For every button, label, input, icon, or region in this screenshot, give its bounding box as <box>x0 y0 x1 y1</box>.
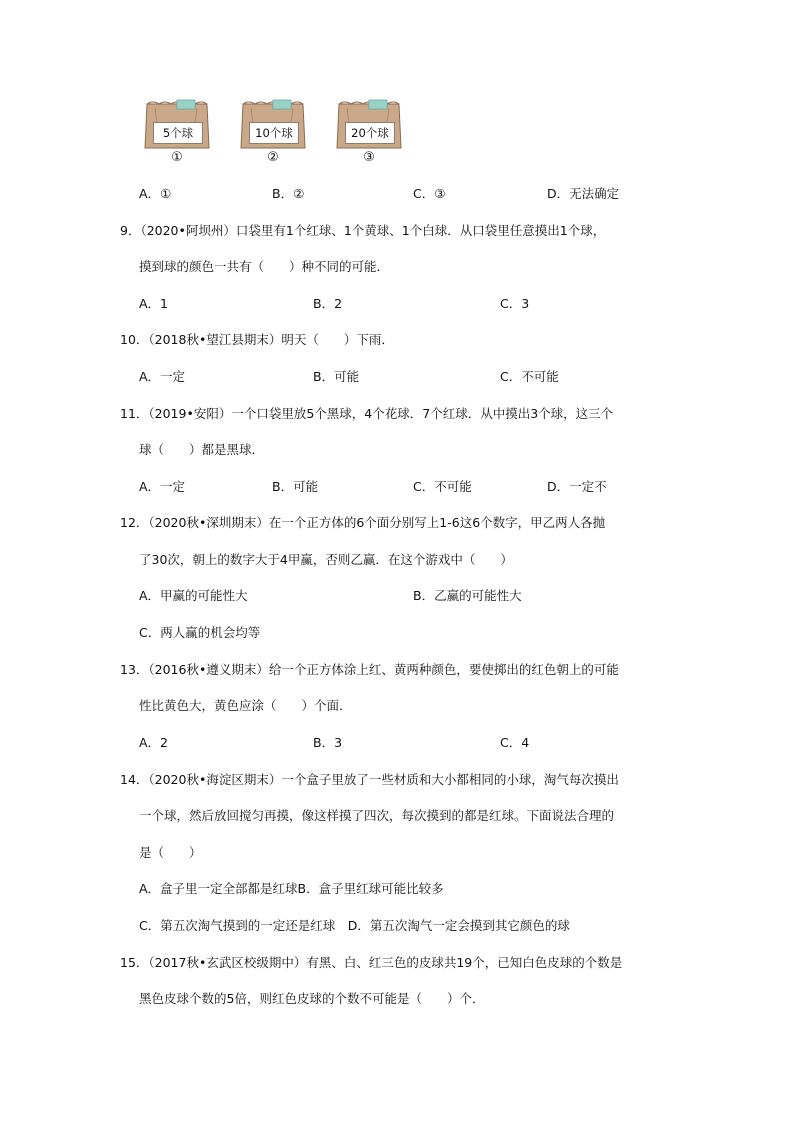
q13-line-2: 性比黄色大，黄色应涂（ ）个面． <box>139 698 352 713</box>
q14-line-3: 是（ ） <box>139 845 202 860</box>
q11-line-1: 11．（2019•安阳）一个口袋里放5个黑球，4个花球．7个红球．从中摸出3个球，这三个 <box>120 406 614 421</box>
q13-option-a: A．2 <box>139 735 169 750</box>
bag-1-number: ① <box>171 150 183 165</box>
q14-options-ab: A．盒子里一定全部都是红球B．盒子里红球可能比较多 <box>139 881 444 896</box>
q11-option-d: D．一定不 <box>547 479 607 494</box>
bag-2-number: ② <box>267 150 279 165</box>
q12-option-c: C．两人赢的机会均等 <box>139 625 261 640</box>
q9-line-1: 9．（2020•阿坝州）口袋里有1个红球、1个黄球、1个白球．从口袋里任意摸出1个球， <box>120 223 606 238</box>
bag-1-image <box>141 98 213 150</box>
bag-3-label: 20个球 <box>345 122 395 144</box>
q8-option-a: A．① <box>139 186 172 201</box>
q11-line-2: 球（ ）都是黑球． <box>139 442 265 457</box>
q12-line-2: 了30次，朝上的数字大于4甲赢，否则乙赢．在这个游戏中（ ） <box>139 552 513 567</box>
q10-option-b: B．可能 <box>313 369 360 384</box>
q15-line-1: 15．（2017秋•玄武区校级期中）有黑、白、红三色的皮球共19个，已知白色皮球的个数是 <box>120 955 623 970</box>
q9-line-2: 摸到球的颜色一共有（ ）种不同的可能． <box>139 259 390 274</box>
q13-option-c: C．4 <box>500 735 530 750</box>
q11-option-a: A．一定 <box>139 479 186 494</box>
bag-3-image <box>333 98 405 150</box>
q9-option-a: A．1 <box>139 296 169 311</box>
q10-option-c: C．不可能 <box>500 369 559 384</box>
q13-option-b: B．3 <box>313 735 343 750</box>
q10-line-1: 10．（2018秋•望江县期末）明天（ ）下雨． <box>120 332 394 347</box>
q9-option-c: C．3 <box>500 296 530 311</box>
q14-options-cd: C．第五次淘气摸到的一定还是红球 D．第五次淘气一定会摸到其它颜色的球 <box>139 918 570 933</box>
bag-2-label: 10个球 <box>249 122 299 144</box>
q11-option-b: B．可能 <box>272 479 319 494</box>
q12-line-1: 12．（2020秋•深圳期末）在一个正方体的6个面分别写上1-6这6个数字，甲乙两人各抛 <box>120 515 606 530</box>
q9-option-b: B．2 <box>313 296 343 311</box>
q8-option-b: B．② <box>272 186 305 201</box>
bag-1-label: 5个球 <box>153 122 203 144</box>
q13-line-1: 13．（2016秋•遵义期末）给一个正方体涂上红、黄两种颜色，要使掷出的红色朝上的可能 <box>120 662 619 677</box>
q8-option-c: C．③ <box>413 186 446 201</box>
q11-option-c: C．不可能 <box>413 479 472 494</box>
q14-line-2: 一个球，然后放回搅匀再摸，像这样摸了四次，每次摸到的都是红球。下面说法合理的 <box>139 808 615 823</box>
q10-option-a: A．一定 <box>139 369 186 384</box>
q15-line-2: 黑色皮球个数的5倍，则红色皮球的个数不可能是（ ）个． <box>139 991 485 1006</box>
bag-2-image <box>237 98 309 150</box>
q12-option-b: B．乙赢的可能性大 <box>413 588 522 603</box>
q14-line-1: 14．（2020秋•海淀区期末）一个盒子里放了一些材质和大小都相同的小球，淘气每次摸出 <box>120 772 619 787</box>
bag-3-number: ③ <box>363 150 375 165</box>
q8-option-d: D．无法确定 <box>547 186 620 201</box>
q12-option-a: A．甲赢的可能性大 <box>139 588 248 603</box>
